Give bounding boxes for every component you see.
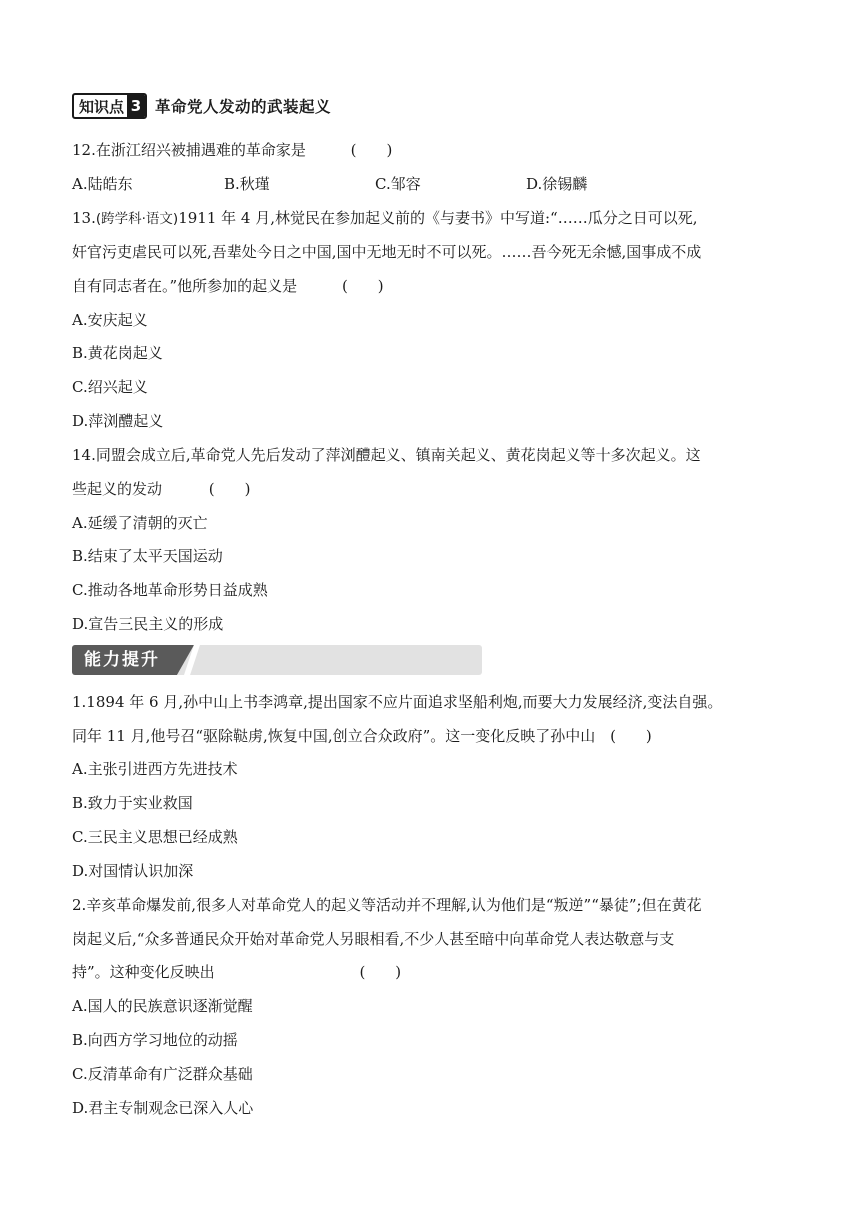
option-c: C.推动各地革命形势日益成熟 xyxy=(72,581,268,599)
option-b: B.向西方学习地位的动摇 xyxy=(72,1031,238,1049)
question-line: 12.在浙江绍兴被捕遇难的革命家是 xyxy=(72,141,306,159)
option-d: D.君主专制观念已深入人心 xyxy=(72,1099,254,1117)
option-c: C.三民主义思想已经成熟 xyxy=(72,828,238,846)
option-a: A.延缓了清朝的灭亡 xyxy=(72,514,208,532)
ability-question-1-stem-line-1: 1.1894 年 6 月,孙中山上书李鸿章,提出国家不应片面追求坚船利炮,而要大力发展经济,变法自强。 xyxy=(72,693,723,711)
option-a: A.国人的民族意识逐渐觉醒 xyxy=(72,997,253,1015)
question-12-stem xyxy=(72,140,392,160)
question-line: 同年 11 月,他号召“驱除鞑虏,恢复中国,创立合众政府”。这一变化反映了孙中山 xyxy=(72,727,596,745)
banner-title: 能力提升 xyxy=(84,650,160,670)
answer-blank: ( ) xyxy=(208,480,251,498)
option-a: A.主张引进西方先进技术 xyxy=(72,760,238,778)
option-d: D.宣告三民主义的形成 xyxy=(72,615,224,633)
option-a: A.安庆起义 xyxy=(72,311,148,329)
ability-question-1-stem-line-2 xyxy=(72,726,652,746)
option-c: C.绍兴起义 xyxy=(72,378,148,396)
section-header xyxy=(72,92,331,120)
question-14-stem-line-1: 14.同盟会成立后,革命党人先后发动了萍浏醴起义、镇南关起义、黄花岗起义等十多次起义。这 xyxy=(72,446,701,464)
question-line: 持”。这种变化反映出 xyxy=(72,963,215,981)
option-b: B.秋瑾 xyxy=(224,175,270,193)
question-line: 自有同志者在。”他所参加的起义是 xyxy=(72,277,298,295)
question-13-stem-line-1 xyxy=(72,208,697,229)
ability-question-2-stem-line-3 xyxy=(72,962,401,982)
knowledge-point-badge xyxy=(72,93,147,119)
ability-question-2-stem-line-2: 岗起义后,“众多普通民众开始对革命党人另眼相看,不少人甚至暗中向革命党人表达敬意与支 xyxy=(72,930,675,948)
option-c: C.反清革命有广泛群众基础 xyxy=(72,1065,253,1083)
answer-blank: ( ) xyxy=(359,963,402,981)
question-line: 1911 年 4 月,林觉民在参加起义前的《与妻书》中写道:“……瓜分之日可以死, xyxy=(178,209,698,227)
option-b: B.黄花岗起义 xyxy=(72,344,163,362)
badge-label: 知识点 xyxy=(79,97,125,116)
option-b: B.致力于实业救国 xyxy=(72,794,193,812)
ability-banner xyxy=(72,645,482,675)
option-d: D.对国情认识加深 xyxy=(72,862,194,880)
question-line: 些起义的发动 xyxy=(72,480,163,498)
section-title: 革命党人发动的武装起义 xyxy=(155,98,332,116)
option-b: B.结束了太平天国运动 xyxy=(72,547,223,565)
ability-question-2-stem-line-1: 2.辛亥革命爆发前,很多人对革命党人的起义等活动并不理解,认为他们是“叛逆”“暴徒”;但在黄花 xyxy=(72,896,702,914)
question-number: 13. xyxy=(72,209,96,227)
question-13-stem-line-2: 奸官污吏虐民可以死,吾辈处今日之中国,国中无地无时不可以死。……吾今死无余憾,国事成不成 xyxy=(72,243,702,261)
option-c: C.邹容 xyxy=(375,175,421,193)
option-d: D.徐锡麟 xyxy=(526,175,588,193)
option-a: A.陆皓东 xyxy=(72,175,133,193)
answer-blank: ( ) xyxy=(341,277,384,295)
option-d: D.萍浏醴起义 xyxy=(72,412,164,430)
answer-blank: ( ) xyxy=(350,141,393,159)
question-tag: (跨学科·语文) xyxy=(95,211,179,227)
question-13-stem-line-3 xyxy=(72,276,384,296)
question-14-stem-line-2 xyxy=(72,479,251,499)
answer-blank: ( ) xyxy=(610,727,652,745)
badge-number: 3 xyxy=(127,95,145,117)
